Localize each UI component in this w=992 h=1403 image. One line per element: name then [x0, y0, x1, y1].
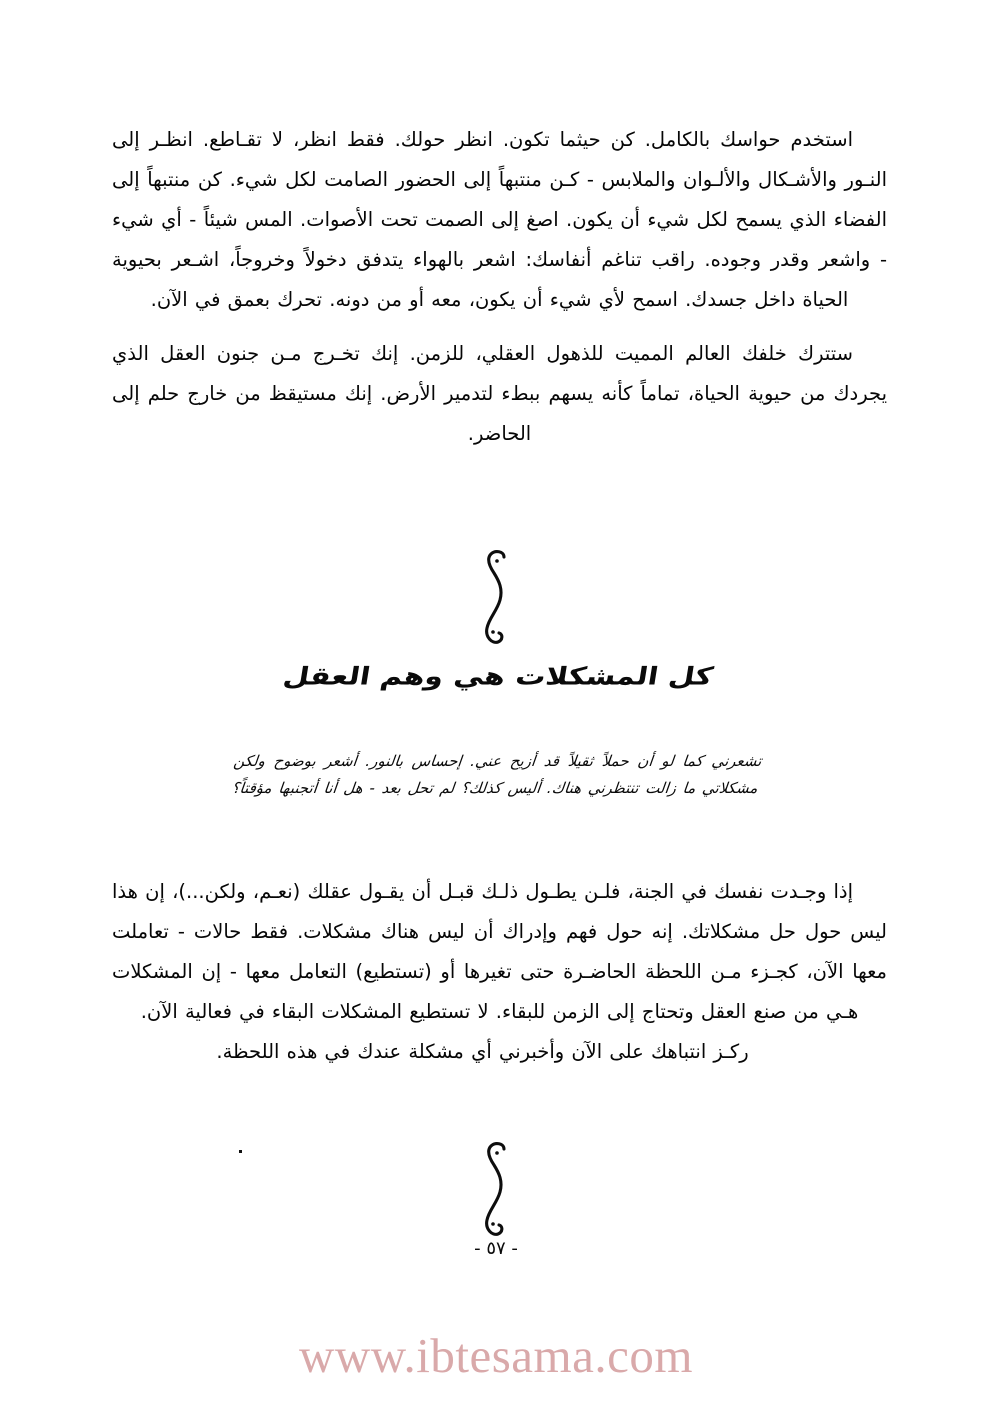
site-watermark: www.ibtesama.com	[299, 1328, 693, 1383]
paragraph-3: إذا وجـدت نفسك في الجنة، فلـن يطـول ذلـك قبـل أن يقـول عقلك (نعـم، ولكن...)، إن هذا ليس حول حل مشكلاتك. إنه حول فهم وإدراك أن ليس هناك مشكلات. فقط حالات - تعاملت معها الآن، كجـزء مـن اللحظة الحاضـرة حتى تغيرها أو (تستطيع) التعامل معها - إن المشكلات هـي من صنع العقل وتحتاج إلى الزمن للبقاء. لا تستطيع المشكلات البقاء في فعالية الآن.	[112, 880, 887, 1023]
paragraph-4: ركـز انتباهك على الآن وأخبرني أي مشكلة عندك في هذه اللحظة.	[216, 1040, 749, 1063]
paragraph-2: ستترك خلفك العالم المميت للذهول العقلي، للزمن. إنك تخـرج مـن جنون العقل الذي يجردك من حيوية الحياة، تماماً كأنه يسهم ببطء لتدمير الأرض. إنك مستيقظ من خارج حلم إلى الحاضر.	[112, 342, 887, 445]
ornament-swirl-top	[0, 548, 992, 657]
ornament-swirl-bottom	[0, 1140, 992, 1249]
quote-block	[230, 748, 763, 802]
section-heading-container	[0, 656, 992, 691]
page-number: - ٥٧ -	[474, 1238, 518, 1259]
body-text-lower	[112, 872, 887, 1072]
paragraph-1: استخدم حواسك بالكامل. كن حيثما تكون. انظر حولك. فقط انظر، لا تقـاطع. انظـر إلى النـور والأشـكال والألـوان والملابس - كـن منتبهاً إلى الحضور الصامت لكل شيء. كن منتبهاً إلى الفضاء الذي يسمح لكل شيء أن يكون. اصغ إلى الصمت تحت الأصوات. المس شيئاً - أي شيء - واشعر وقدر وجوده. راقب تناغم أنفاسك: اشعر بالهواء يتدفق دخولاً وخروجاً، اشـعر بحيوية الحياة داخل جسدك. اسمح لأي شيء أن يكون، معه أو من دونه. تحرك بعمق في الآن.	[112, 128, 887, 311]
section-heading: كل المشكلات هي وهم العقل	[281, 662, 716, 691]
quote-text: تشعرني كما لو أن حملاً ثقيلاً قد أزيح عني. إحساس بالنور. أشعر بوضوح ولكن مشكلاتي ما زالت تنتظرني هناك. أليس كذلك؟ لم تحل بعد - هل أنا أتجنبها مؤقتاً؟	[230, 752, 763, 797]
body-text-upper	[112, 120, 887, 454]
